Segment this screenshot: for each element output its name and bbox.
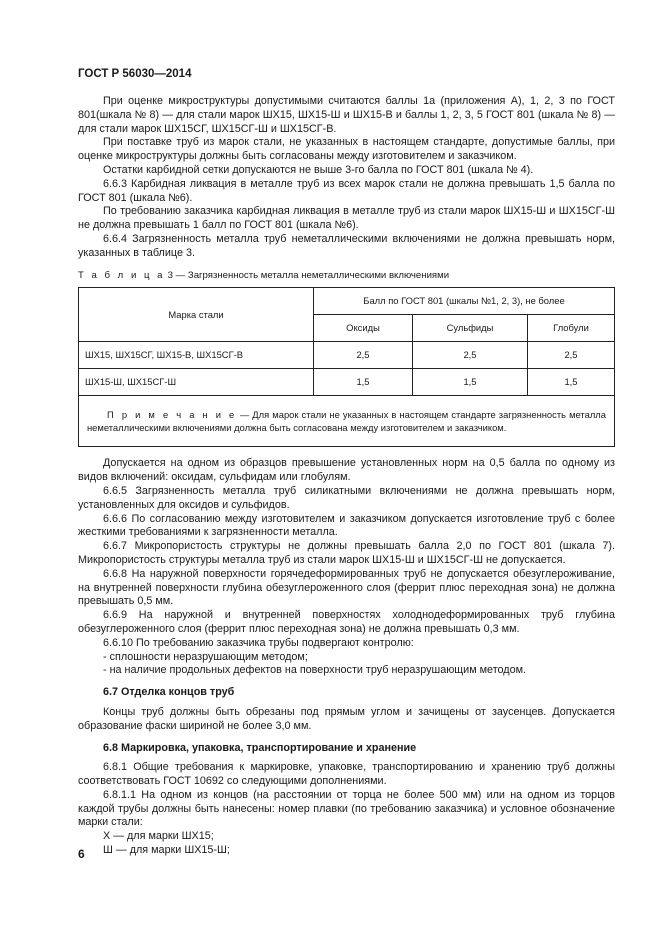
page-content <box>78 95 615 858</box>
cell-grade: ШХ15-Ш, ШХ15СГ-Ш <box>79 369 314 396</box>
section-heading-6-8: 6.8 Маркировка, упаковка, транспортирование и хранение <box>103 741 417 754</box>
table-caption-text: 3 — Загрязненность металла неметаллическими включениями <box>167 269 450 281</box>
paragraph: 6.6.3 Карбидная ликвация в металле труб из всех марок стали не должна превышать 1,5 балла по ГОСТ 801 (шкала №6). <box>78 177 615 204</box>
paragraph: 6.8.1.1 На одном из концов (на расстоянии от торца не более 500 мм) или на одном из торцов каждой трубы должны быть нанесены: номер плавки (по требованию заказчика) и условное обозначение марки стали: <box>78 788 615 829</box>
paragraphs-after-table <box>78 457 615 678</box>
cell-oxides: 1,5 <box>314 369 413 396</box>
col-header-globules: Глобули <box>528 315 615 342</box>
col-header-oxides: Оксиды <box>314 315 413 342</box>
paragraph: 6.8.1 Общие требования к маркировке, упаковке, транспортированию и хранению труб должны соответствовать ГОСТ 10692 со следующими дополнениями. <box>78 761 615 788</box>
section-heading-6-7: 6.7 Отделка концов труб <box>103 686 235 699</box>
cell-oxides: 2,5 <box>314 342 413 369</box>
col-header-grade: Марка стали <box>79 288 314 342</box>
cell-globules: 2,5 <box>528 342 615 369</box>
paragraph: 6.6.7 Микропористость структуры не должны превышать балла 2,0 по ГОСТ 801 (шкала 7). Микропористость структуры металла труб из стали марок ШХ15-Ш и ШХ15СГ-Ш не допускается. <box>78 540 615 566</box>
paragraph: При поставке труб из марок стали, не указанных в настоящем стандарте, допустимые баллы, при оценке микроструктуры должны быть согласованы между изготовителем и заказчиком. <box>78 136 615 163</box>
table-note <box>79 396 615 447</box>
list-item: Ш — для марки ШХ15-Ш; <box>103 844 230 857</box>
table-row <box>79 342 615 369</box>
list-item: - на наличие продольных дефектов на поверхности труб неразрушающим методом. <box>103 664 527 677</box>
paragraph: 6.6.4 Загрязненность металла труб неметаллическими включениями не должна превышать норм, указанных в таблице 3. <box>78 232 615 259</box>
paragraph: 6.6.9 На наружной и внутренней поверхностях холоднодеформированных труб глубина обезуглероженного слоя (феррит плюс переходная зона) не должна превышать 0,3 мм. <box>78 609 615 635</box>
col-header-sulfides: Сульфиды <box>413 315 528 342</box>
paragraph: Концы труб должны быть обрезаны под прямым углом и зачищены от заусенцев. Допускается образование фаски шириной не более 3,0 мм. <box>78 705 615 732</box>
list-item: - сплошности неразрушающим методом; <box>103 650 308 663</box>
cell-grade: ШХ15, ШХ15СГ, ШХ15-В, ШХ15СГ-В <box>79 342 314 369</box>
note-text: — Для марок стали не указанных в настоящем стандарте загрязненность металла неметаллическими включениями должна быть согласована между изготовителем и заказчиком. <box>87 409 606 434</box>
col-header-group: Балл по ГОСТ 801 (шкалы №1, 2, 3), не более <box>314 288 615 315</box>
cell-sulfides: 2,5 <box>413 342 528 369</box>
list-item: Х — для марки ШХ15; <box>103 830 214 843</box>
paragraph: При оценке микроструктуры допустимыми считаются баллы 1а (приложения А), 1, 2, 3 по ГОСТ 801(шкала № 8) — для стали марок ШХ15, ШХ15-Ш и ШХ15-В и баллы 1, 2, 3, 5 ГОСТ 801 (шкала № 8) — для стали марок ШХ15СГ, ШХ15СГ-Ш и ШХ15СГ-В. <box>78 95 615 135</box>
paragraph: Остатки карбидной сетки допускаются не выше 3-го балла по ГОСТ 801 (шкала № 4). <box>103 163 534 176</box>
cell-sulfides: 1,5 <box>413 369 528 396</box>
cell-globules: 1,5 <box>528 369 615 396</box>
document-header: ГОСТ Р 56030—2014 <box>78 68 192 80</box>
paragraph: По требованию заказчика карбидная ликвация в металле труб из стали марок ШХ15-Ш и ШХ15СГ-Ш не должна превышать 1 балл по ГОСТ 801 (шкала №6). <box>78 205 615 232</box>
paragraph: 6.6.6 По согласованию между изготовителем и заказчиком допускается изготовление труб с более жесткими требованиями к загрязненности металла. <box>78 512 615 539</box>
table-note-row <box>79 396 615 447</box>
paragraph: 6.6.10 По требованию заказчика трубы подвергают контролю: <box>103 636 414 649</box>
paragraph: Допускается на одном из образцов превышение установленных норм на 0,5 балла по одному из видов включений: оксидам, сульфидам или глобулям. <box>78 457 615 484</box>
table-caption-label: Т а б л и ц а <box>78 269 165 281</box>
paragraph: 6.6.8 На наружной поверхности горячедеформированных труб не допускается обезуглероживание, на внутренней поверхности глубина обезуглероженного слоя (феррит плюс переходная зона) не должна превышать 0,5 мм. <box>78 567 615 608</box>
table-row <box>79 369 615 396</box>
table-caption <box>78 269 615 283</box>
page-number: 6 <box>78 847 85 861</box>
paragraph: 6.6.5 Загрязненность металла труб силикатными включениями не должна превышать норм, установленных для оксидов и сульфидов. <box>78 484 615 511</box>
note-label: П р и м е ч а н и е <box>107 409 237 421</box>
contamination-table <box>78 287 615 447</box>
